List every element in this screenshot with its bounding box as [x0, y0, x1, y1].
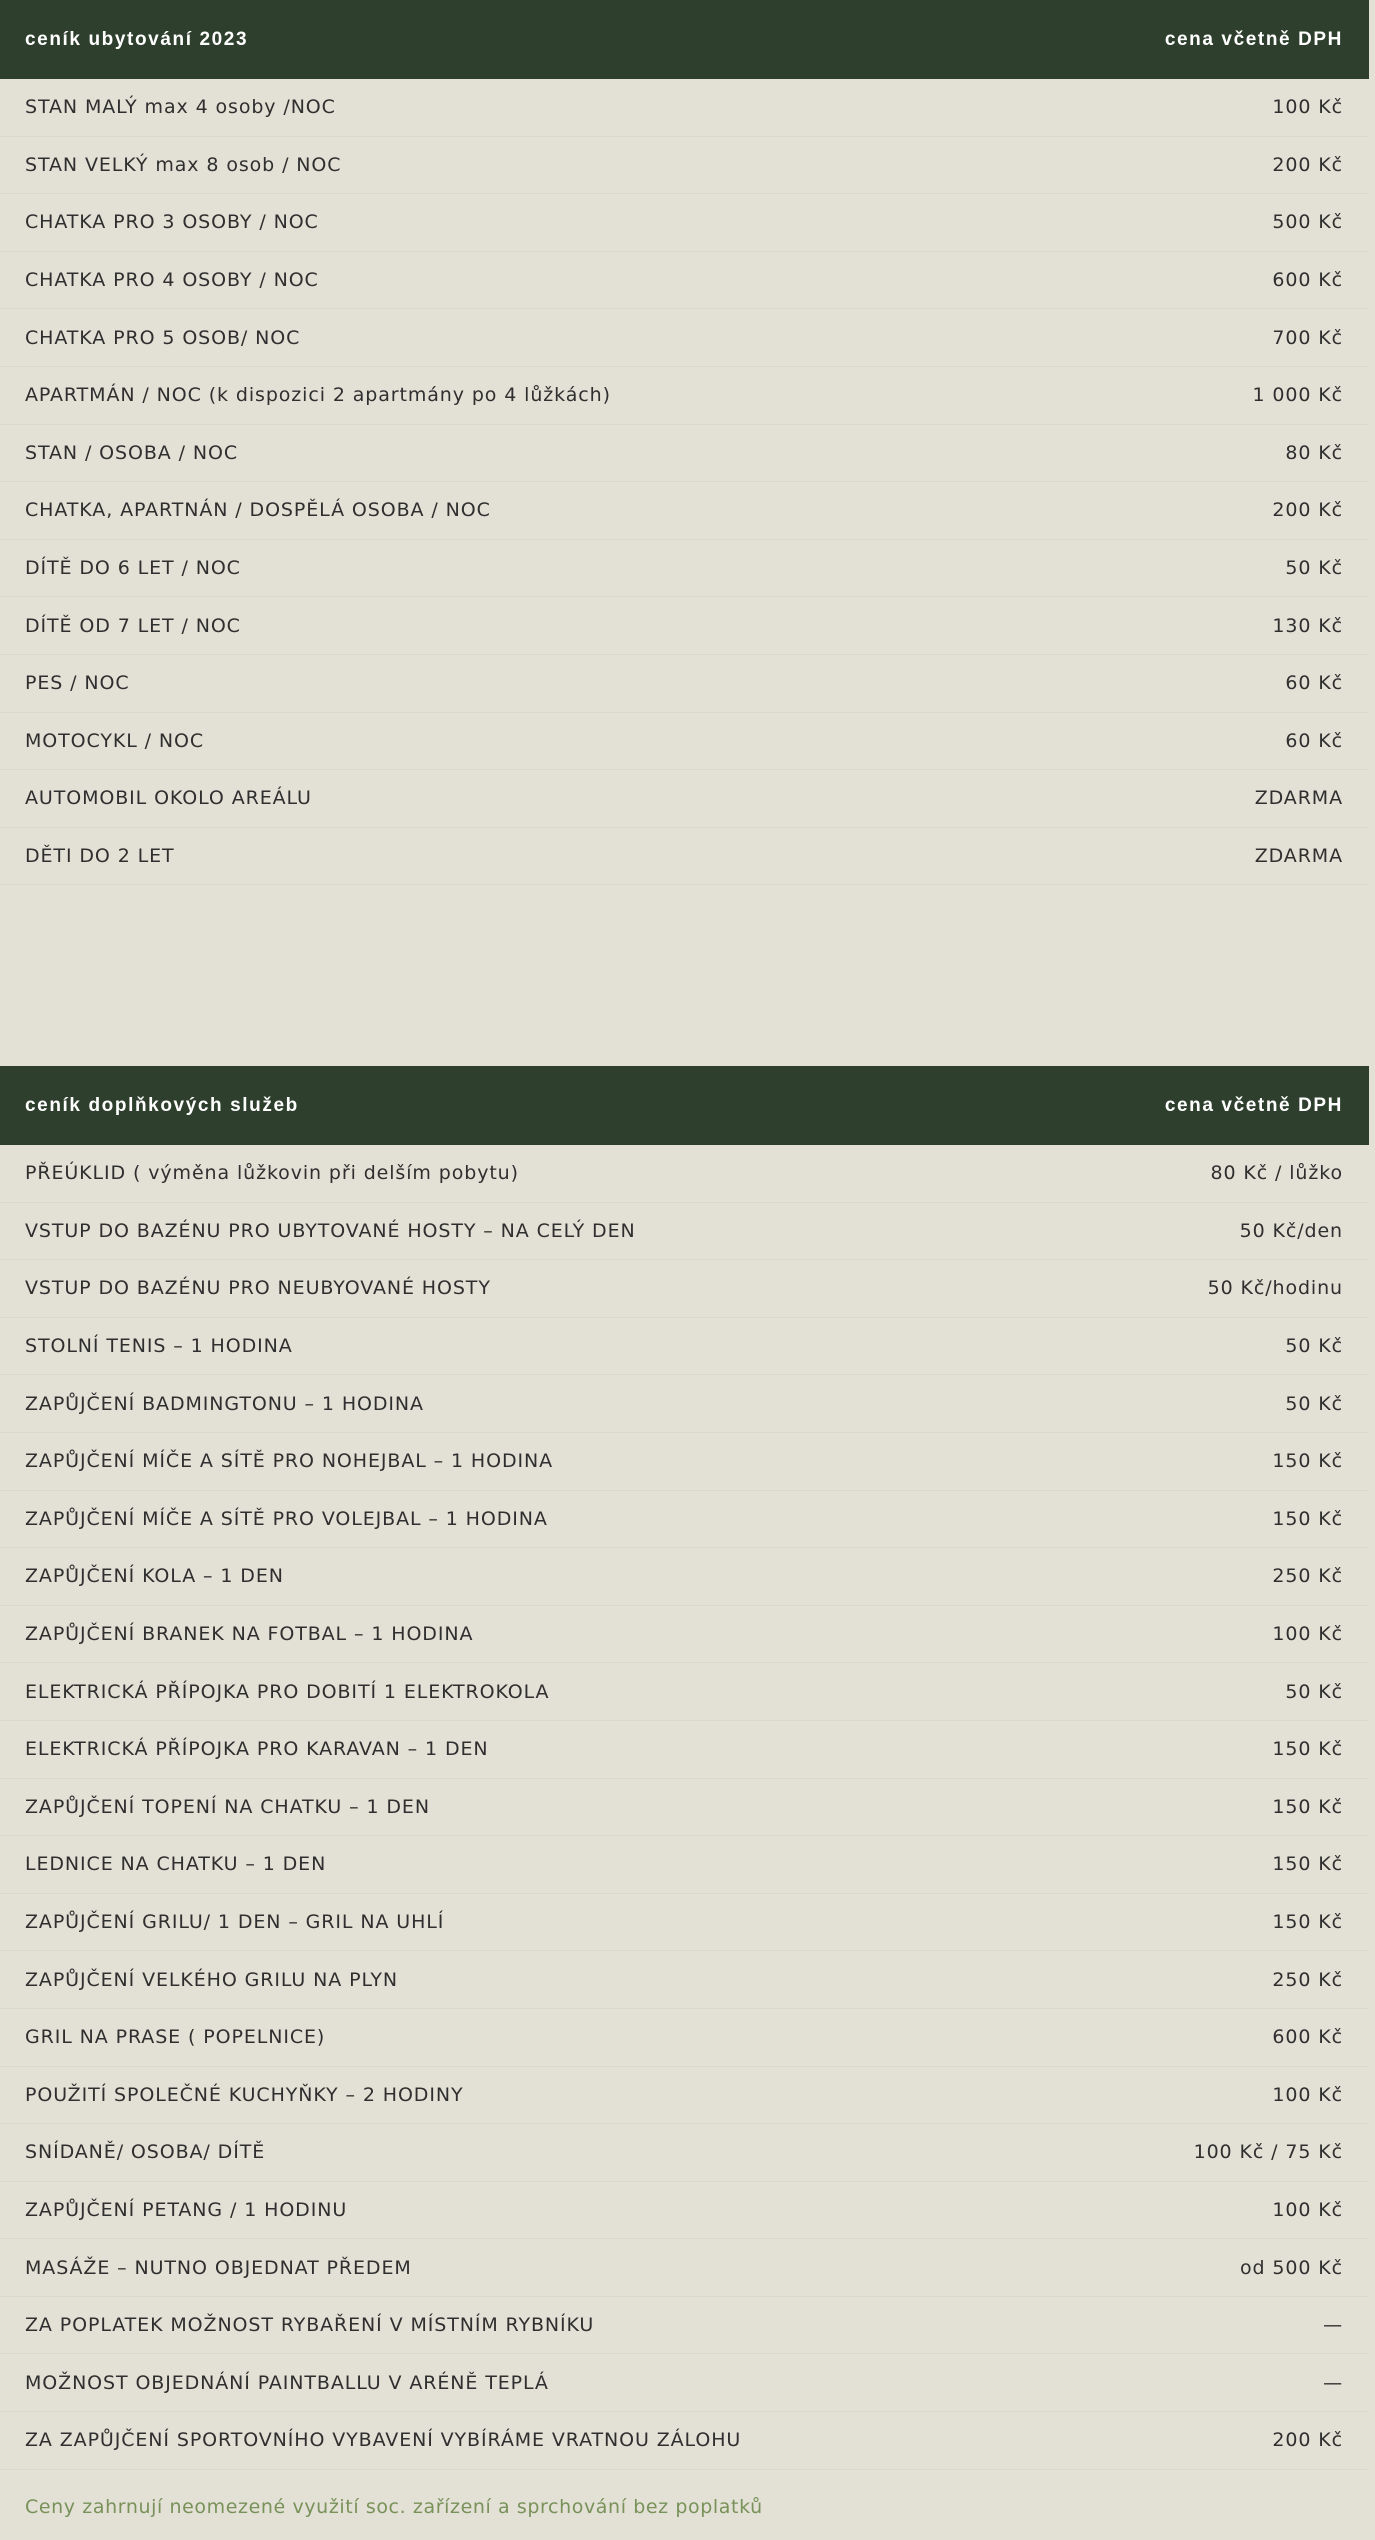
accommodation-table-body	[0, 79, 1369, 885]
item-label: ELEKTRICKÁ PŘÍPOJKA PRO KARAVAN – 1 DEN	[25, 1738, 489, 1761]
table-row	[0, 2182, 1369, 2240]
accommodation-price-table	[0, 0, 1369, 885]
table-row	[0, 1318, 1369, 1376]
table-row	[0, 194, 1369, 252]
table-row	[0, 770, 1369, 828]
item-label: AUTOMOBIL OKOLO AREÁLU	[25, 787, 312, 810]
item-label: DÍTĚ OD 7 LET / NOC	[25, 614, 241, 637]
item-price: —	[1323, 2314, 1343, 2337]
table-row	[0, 79, 1369, 137]
table-row	[0, 1145, 1369, 1203]
item-price: ZDARMA	[1254, 787, 1343, 810]
item-price: 60 Kč	[1285, 672, 1343, 695]
item-price: 100 Kč	[1272, 96, 1343, 119]
item-label: MASÁŽE – NUTNO OBJEDNAT PŘEDEM	[25, 2256, 412, 2279]
table-row	[0, 1721, 1369, 1779]
table-row	[0, 1375, 1369, 1433]
footnote: Ceny zahrnují neomezené využití soc. zařízení a sprchování bez poplatků	[25, 2496, 763, 2518]
table-row	[0, 252, 1369, 310]
item-price: 200 Kč	[1272, 153, 1343, 176]
item-label: ZA POPLATEK MOŽNOST RYBAŘENÍ V MÍSTNÍM RYBNÍKU	[25, 2314, 595, 2337]
item-price: 700 Kč	[1272, 326, 1343, 349]
table-row	[0, 2067, 1369, 2125]
table-row	[0, 1203, 1369, 1261]
item-price: 50 Kč	[1285, 1680, 1343, 1703]
item-price: 250 Kč	[1272, 1968, 1343, 1991]
table-row	[0, 2009, 1369, 2067]
item-label: CHATKA, APARTNÁN / DOSPĚLÁ OSOBA / NOC	[25, 499, 491, 522]
table-row	[0, 828, 1369, 886]
table-row	[0, 2297, 1369, 2355]
item-label: VSTUP DO BAZÉNU PRO NEUBYOVANÉ HOSTY	[25, 1277, 491, 1300]
item-price: 150 Kč	[1272, 1911, 1343, 1934]
item-price: 600 Kč	[1272, 2026, 1343, 2049]
table-row	[0, 1491, 1369, 1549]
item-price: 50 Kč	[1285, 557, 1343, 580]
table-row	[0, 713, 1369, 771]
item-price: 100 Kč	[1272, 1623, 1343, 1646]
table-row	[0, 2124, 1369, 2182]
item-label: MOŽNOST OBJEDNÁNÍ PAINTBALLU V ARÉNĚ TEPLÁ	[25, 2371, 549, 2394]
table-row	[0, 1433, 1369, 1491]
item-label: DĚTI DO 2 LET	[25, 845, 175, 868]
table-row	[0, 137, 1369, 195]
item-price: 50 Kč/hodinu	[1207, 1277, 1343, 1300]
services-price-column-header: cena včetně DPH	[1164, 1094, 1343, 1116]
item-price: 600 Kč	[1272, 269, 1343, 292]
item-label: ZAPŮJČENÍ VELKÉHO GRILU NA PLYN	[25, 1968, 399, 1991]
item-price: 50 Kč/den	[1239, 1219, 1343, 1242]
item-label: DÍTĚ DO 6 LET / NOC	[25, 557, 241, 580]
table-row	[0, 1894, 1369, 1952]
item-price: 100 Kč	[1272, 2198, 1343, 2221]
services-price-table	[0, 1066, 1369, 2470]
table-row	[0, 1836, 1369, 1894]
services-table-body	[0, 1145, 1369, 2470]
item-label: ZAPŮJČENÍ MÍČE A SÍTĚ PRO NOHEJBAL – 1 HODINA	[25, 1450, 553, 1473]
item-label: ZAPŮJČENÍ PETANG / 1 HODINU	[25, 2198, 348, 2221]
item-price: 80 Kč	[1285, 441, 1343, 464]
item-label: PŘEÚKLID ( výměna lůžkovin při delším pobytu)	[25, 1162, 519, 1185]
item-price: od 500 Kč	[1239, 2256, 1343, 2279]
item-price: 200 Kč	[1272, 2429, 1343, 2452]
item-label: ELEKTRICKÁ PŘÍPOJKA PRO DOBITÍ 1 ELEKTROKOLA	[25, 1680, 550, 1703]
item-label: GRIL NA PRASE ( POPELNICE)	[25, 2026, 326, 2049]
table-row	[0, 655, 1369, 713]
item-price: 250 Kč	[1272, 1565, 1343, 1588]
services-table-header	[0, 1066, 1369, 1145]
table-row	[0, 367, 1369, 425]
item-price: ZDARMA	[1254, 845, 1343, 868]
item-label: ZAPŮJČENÍ TOPENÍ NA CHATKU – 1 DEN	[25, 1795, 430, 1818]
item-price: 60 Kč	[1285, 729, 1343, 752]
table-row	[0, 482, 1369, 540]
item-label: ZAPŮJČENÍ BRANEK NA FOTBAL – 1 HODINA	[25, 1623, 474, 1646]
table-row	[0, 1260, 1369, 1318]
item-price: —	[1323, 2371, 1343, 2394]
item-price: 150 Kč	[1272, 1507, 1343, 1530]
item-price: 100 Kč	[1272, 2083, 1343, 2106]
item-label: CHATKA PRO 3 OSOBY / NOC	[25, 211, 319, 234]
item-price: 130 Kč	[1272, 614, 1343, 637]
table-row	[0, 1663, 1369, 1721]
item-label: VSTUP DO BAZÉNU PRO UBYTOVANÉ HOSTY – NA CELÝ DEN	[25, 1219, 636, 1242]
table-row	[0, 597, 1369, 655]
item-label: PES / NOC	[25, 672, 130, 695]
table-row	[0, 2239, 1369, 2297]
item-label: POUŽITÍ SPOLEČNÉ KUCHYŇKY – 2 HODINY	[25, 2083, 464, 2106]
item-label: ZAPŮJČENÍ GRILU/ 1 DEN – GRIL NA UHLÍ	[25, 1911, 445, 1934]
item-price: 500 Kč	[1272, 211, 1343, 234]
item-price: 150 Kč	[1272, 1738, 1343, 1761]
services-table-title: ceník doplňkových služeb	[25, 1094, 299, 1116]
item-price: 150 Kč	[1272, 1795, 1343, 1818]
item-label: CHATKA PRO 5 OSOB/ NOC	[25, 326, 301, 349]
accommodation-table-header	[0, 0, 1369, 79]
table-row	[0, 1951, 1369, 2009]
item-label: LEDNICE NA CHATKU – 1 DEN	[25, 1853, 327, 1876]
table-row	[0, 425, 1369, 483]
table-row	[0, 1548, 1369, 1606]
item-label: ZA ZAPŮJČENÍ SPORTOVNÍHO VYBAVENÍ VYBÍRÁME VRATNOU ZÁLOHU	[25, 2429, 742, 2452]
item-label: SNÍDANĚ/ OSOBA/ DÍTĚ	[25, 2141, 266, 2164]
table-row	[0, 1606, 1369, 1664]
item-price: 1 000 Kč	[1252, 384, 1343, 407]
table-row	[0, 540, 1369, 598]
item-price: 50 Kč	[1285, 1392, 1343, 1415]
table-row	[0, 2354, 1369, 2412]
item-label: CHATKA PRO 4 OSOBY / NOC	[25, 269, 319, 292]
item-price: 150 Kč	[1272, 1450, 1343, 1473]
item-price: 100 Kč / 75 Kč	[1193, 2141, 1343, 2164]
item-label: ZAPŮJČENÍ KOLA – 1 DEN	[25, 1565, 284, 1588]
item-label: ZAPŮJČENÍ MÍČE A SÍTĚ PRO VOLEJBAL – 1 HODINA	[25, 1507, 548, 1530]
item-label: ZAPŮJČENÍ BADMINGTONU – 1 HODINA	[25, 1392, 424, 1415]
table-row	[0, 2412, 1369, 2470]
item-label: STAN MALÝ max 4 osoby /NOC	[25, 96, 336, 119]
table-row	[0, 1779, 1369, 1837]
item-label: MOTOCYKL / NOC	[25, 729, 205, 752]
item-price: 200 Kč	[1272, 499, 1343, 522]
accommodation-table-title: ceník ubytování 2023	[25, 28, 249, 50]
item-label: STAN VELKÝ max 8 osob / NOC	[25, 153, 342, 176]
item-price: 50 Kč	[1285, 1335, 1343, 1358]
item-label: STAN / OSOBA / NOC	[25, 441, 239, 464]
item-price: 80 Kč / lůžko	[1210, 1162, 1343, 1185]
item-label: STOLNÍ TENIS – 1 HODINA	[25, 1335, 293, 1358]
table-row	[0, 309, 1369, 367]
accommodation-price-column-header: cena včetně DPH	[1164, 28, 1343, 50]
item-price: 150 Kč	[1272, 1853, 1343, 1876]
item-label: APARTMÁN / NOC (k dispozici 2 apartmány po 4 lůžkách)	[25, 384, 611, 407]
